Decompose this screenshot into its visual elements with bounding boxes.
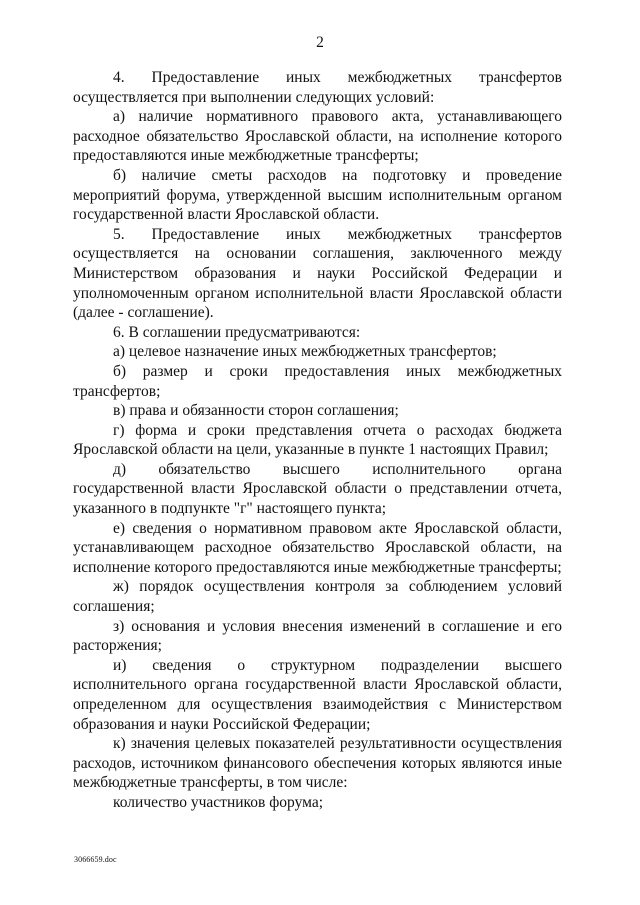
footer-filename: 3066659.doc — [74, 855, 117, 864]
paragraph-6-i: и) сведения о структурном подразделении высшего исполнительного органа государственной власти Ярославской области, определенном для осуществления взаимодействия с Министерством образования и науки Российской Федерации; — [73, 656, 562, 733]
paragraph-6-e: е) сведения о нормативном правовом акте Ярославской области, устанавливающем расходное обязательство Ярославской области, на исполнение которого предоставляются иные межбюджетные трансферты; — [73, 519, 562, 576]
paragraph-6-k-item: количество участников форума; — [113, 793, 323, 811]
paragraph-4-a: а) наличие нормативного правового акта, устанавливающего расходное обязательство Ярославской области, на исполнение которого предоставляются иные межбюджетные трансферты; — [73, 108, 562, 165]
page-number: 2 — [316, 34, 324, 51]
paragraph-6-k: к) значения целевых показателей результативности осуществления расходов, источником финансового обеспечения которых являются иные межбюджетные трансферты, в том числе: — [73, 735, 562, 792]
paragraph-6-v: в) права и обязанности сторон соглашения; — [113, 402, 399, 420]
paragraph-5: 5. Предоставление иных межбюджетных трансфертов осуществляется на основании соглашения, заключенного между Министерством образования и науки Российской Федерации и уполномоченным органом исполнительной власти Ярославской области (далее - соглашение). — [73, 225, 562, 322]
paragraph-6-d: д) обязательство высшего исполнительного органа государственной власти Ярославской области о представлении отчета, указанного в подпункте "г" настоящего пункта; — [73, 460, 562, 518]
paragraph-6-z: з) основания и условия внесения изменений в соглашение и его расторжения; — [73, 617, 562, 655]
document-body — [73, 68, 562, 813]
paragraph-4-b: б) наличие сметы расходов на подготовку и проведение мероприятий форума, утвержденной высшим исполнительным органом государственной власти Ярославской области. — [73, 166, 562, 224]
paragraph-6-a: а) целевое назначение иных межбюджетных трансфертов; — [113, 343, 497, 361]
paragraph-6-zh: ж) порядок осуществления контроля за соблюдением условий соглашения; — [73, 578, 562, 616]
paragraph-6: 6. В соглашении предусматриваются: — [113, 323, 361, 341]
paragraph-6-b: б) размер и сроки предоставления иных межбюджетных трансфертов; — [73, 362, 562, 400]
paragraph-4: 4. Предоставление иных межбюджетных трансфертов осуществляется при выполнении следующих условий: — [73, 69, 562, 106]
paragraph-6-g: г) форма и сроки представления отчета о расходах бюджета Ярославской области на цели, указанные в пункте 1 настоящих Правил; — [73, 421, 562, 459]
